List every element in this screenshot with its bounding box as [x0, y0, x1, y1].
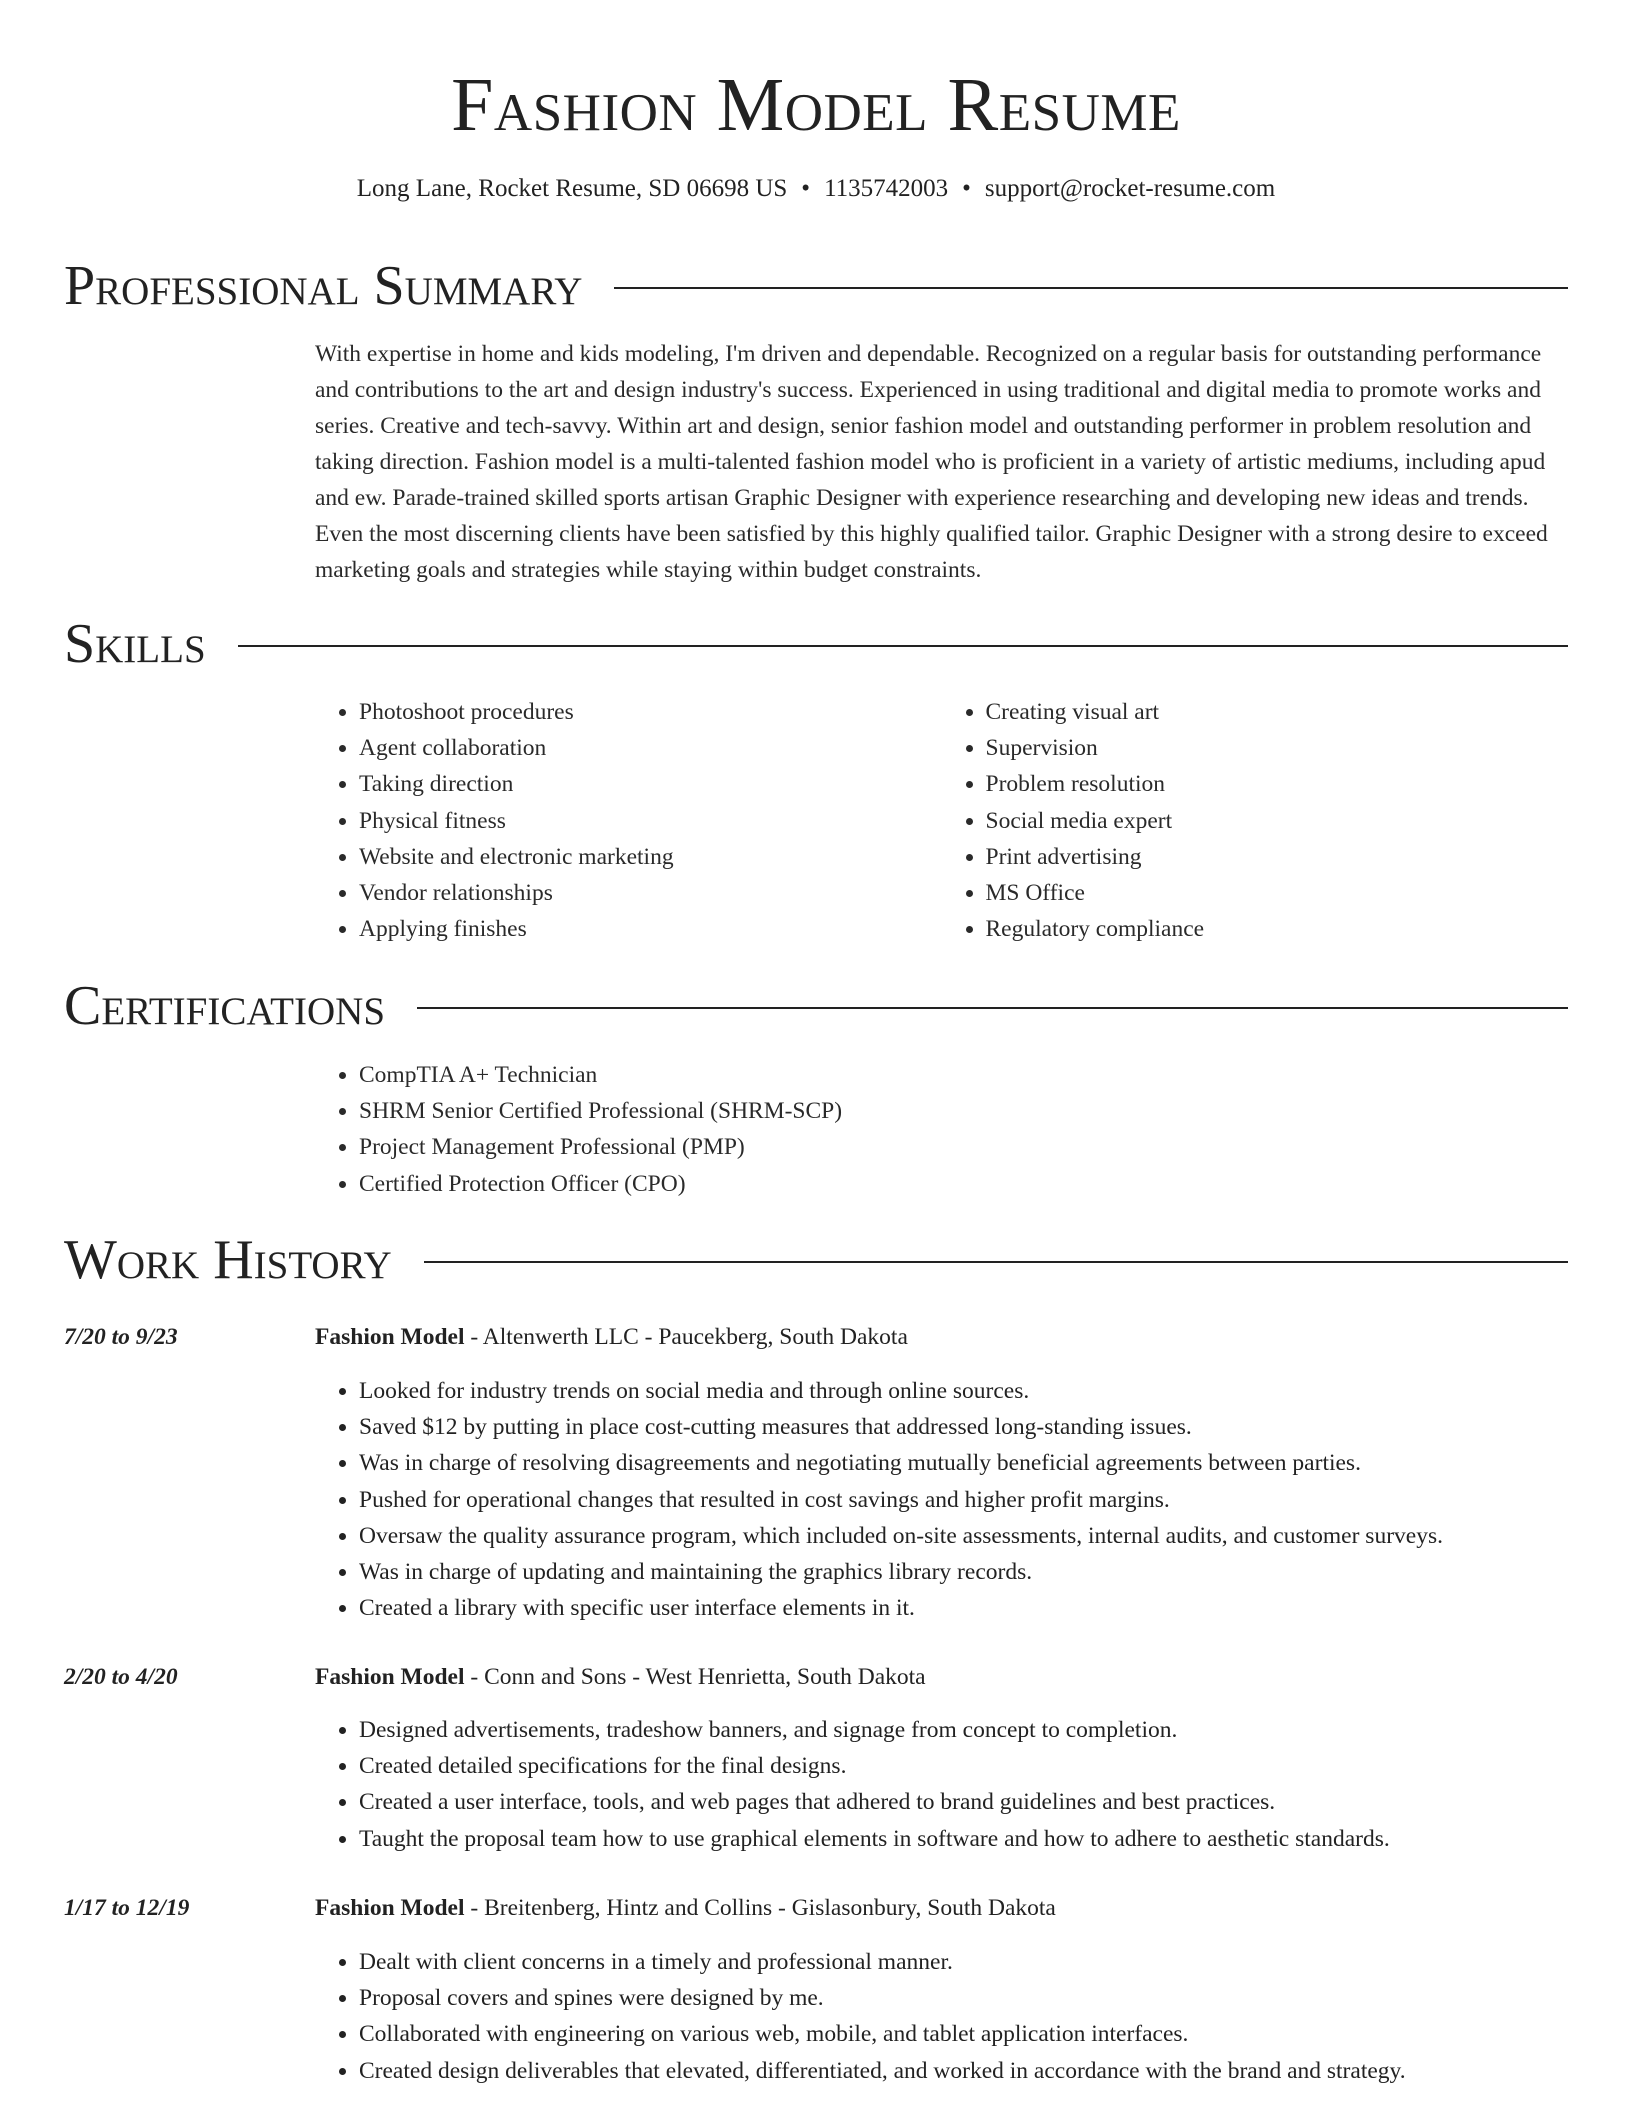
- job-title: Fashion Model: [315, 1324, 465, 1350]
- contact-separator: •: [801, 175, 811, 202]
- skill-item: • Physical fitness: [359, 803, 942, 839]
- job-bullet: • Pushed for operational changes that resulted in cost savings and higher profit margins.: [359, 1482, 1568, 1518]
- contact-address: Long Lane, Rocket Resume, SD 06698 US: [356, 175, 788, 202]
- skill-item: • Supervision: [986, 730, 1569, 766]
- skills-section-heading: [64, 614, 1568, 674]
- contact-phone: 1135742003: [824, 175, 949, 202]
- job-responsibilities: [315, 1712, 1568, 1857]
- skills-list: [315, 694, 1568, 947]
- skills-heading: Skills: [64, 613, 206, 675]
- certification-item: • SHRM Senior Certified Professional (SHRM-SCP): [359, 1093, 1568, 1129]
- job-dates: 7/20 to 9/23: [64, 1324, 178, 1350]
- summary-section-heading: [64, 256, 1568, 316]
- summary-paragraph: With expertise in home and kids modeling, I'm driven and dependable. Recognized on a regular basis for outstanding performance and contributions to the art and design industry's success. Experienced in using traditional and digital media to promote works and series. Creative and tech-savvy. Within art and design, senior fashion model and outstanding performer in problem resolution and taking direction. Fashion model is a multi-talented fashion model who is proficient in a variety of artistic mediums, including apud and ew. Parade-trained skilled sports artisan Graphic Designer with experience researching and developing new ideas and trends. Even the most discerning clients have been satisfied by this highly qualified tailor. Graphic Designer with a strong desire to exceed marketing goals and strategies while staying within budget constraints.: [315, 341, 1548, 583]
- skill-item: • Agent collaboration: [359, 730, 942, 766]
- job-bullet: • Taught the proposal team how to use graphical elements in software and how to adhere to aesthetic standards.: [359, 1821, 1568, 1857]
- job-title-line: [315, 1319, 908, 1355]
- job-responsibilities: [315, 1944, 1568, 2089]
- job-bullet: • Saved $12 by putting in place cost-cutting measures that addressed long-standing issues.: [359, 1409, 1568, 1445]
- skill-item: • Taking direction: [359, 766, 942, 802]
- job-bullet: • Designed advertisements, tradeshow banners, and signage from concept to completion.: [359, 1712, 1568, 1748]
- skill-item: • Problem resolution: [986, 766, 1569, 802]
- skill-item: • Photoshoot procedures: [359, 694, 942, 730]
- skill-item: • Regulatory compliance: [986, 911, 1569, 947]
- job-employer-location: - Conn and Sons - West Henrietta, South Dakota: [464, 1664, 926, 1690]
- job-title: Fashion Model: [315, 1664, 465, 1690]
- certifications-list: [315, 1057, 1568, 1202]
- job-bullet: • Created a library with specific user interface elements in it.: [359, 1590, 1568, 1626]
- section-divider: [424, 1261, 1568, 1263]
- certifications-section-heading: [64, 976, 1568, 1036]
- contact-line: [64, 174, 1568, 204]
- resume-page: [64, 0, 1568, 2084]
- skill-item: • Applying finishes: [359, 911, 942, 947]
- job-title-line: [315, 1659, 926, 1695]
- job-bullet: • Was in charge of updating and maintaining the graphics library records.: [359, 1554, 1568, 1590]
- job-bullet: • Looked for industry trends on social media and through online sources.: [359, 1373, 1568, 1409]
- summary-heading: Professional Summary: [64, 255, 583, 317]
- job-bullet: • Created design deliverables that elevated, differentiated, and worked in accordance with the brand and strategy.: [359, 2053, 1568, 2089]
- job-bullet: • Dealt with client concerns in a timely and professional manner.: [359, 1944, 1568, 1980]
- skill-item: • Creating visual art: [986, 694, 1569, 730]
- skill-item: • Social media expert: [986, 803, 1569, 839]
- certification-item: • CompTIA A+ Technician: [359, 1057, 1568, 1093]
- work-heading: Work History: [64, 1229, 392, 1291]
- section-divider: [614, 287, 1568, 289]
- job-employer-location: - Breitenberg, Hintz and Collins - Gislasonbury, South Dakota: [464, 1895, 1056, 1921]
- skill-item: • Print advertising: [986, 839, 1569, 875]
- job-responsibilities: [315, 1373, 1568, 1626]
- job-employer-location: - Altenwerth LLC - Paucekberg, South Dakota: [464, 1324, 908, 1350]
- job-dates: 2/20 to 4/20: [64, 1664, 178, 1690]
- certification-item: • Project Management Professional (PMP): [359, 1129, 1568, 1165]
- job-bullet: • Collaborated with engineering on various web, mobile, and tablet application interfaces.: [359, 2016, 1568, 2052]
- skills-column-right: [942, 694, 1569, 947]
- skill-item: • Website and electronic marketing: [359, 839, 942, 875]
- job-bullet: • Was in charge of resolving disagreements and negotiating mutually beneficial agreements between parties.: [359, 1445, 1568, 1481]
- job-bullet: • Created a user interface, tools, and web pages that adhered to brand guidelines and best practices.: [359, 1784, 1568, 1820]
- skills-column-left: [315, 694, 942, 947]
- certification-item: • Certified Protection Officer (CPO): [359, 1166, 1568, 1202]
- job-bullet: • Created detailed specifications for the final designs.: [359, 1748, 1568, 1784]
- resume-title: Fashion Model Resume: [451, 63, 1181, 147]
- job-dates: 1/17 to 12/19: [64, 1895, 190, 1921]
- contact-email[interactable]: support@rocket-resume.com: [984, 175, 1276, 202]
- skill-item: • MS Office: [986, 875, 1569, 911]
- section-divider: [417, 1007, 1568, 1009]
- contact-separator: •: [962, 175, 971, 202]
- job-title: Fashion Model: [315, 1895, 465, 1921]
- job-bullet: • Proposal covers and spines were designed by me.: [359, 1980, 1568, 2016]
- certifications-heading: Certifications: [64, 975, 386, 1037]
- section-divider: [238, 645, 1568, 647]
- job-title-line: [315, 1890, 1056, 1926]
- skill-item: • Vendor relationships: [359, 875, 942, 911]
- work-section-heading: [64, 1230, 1568, 1290]
- job-bullet: • Oversaw the quality assurance program, which included on-site assessments, internal audits, and customer surveys.: [359, 1518, 1568, 1554]
